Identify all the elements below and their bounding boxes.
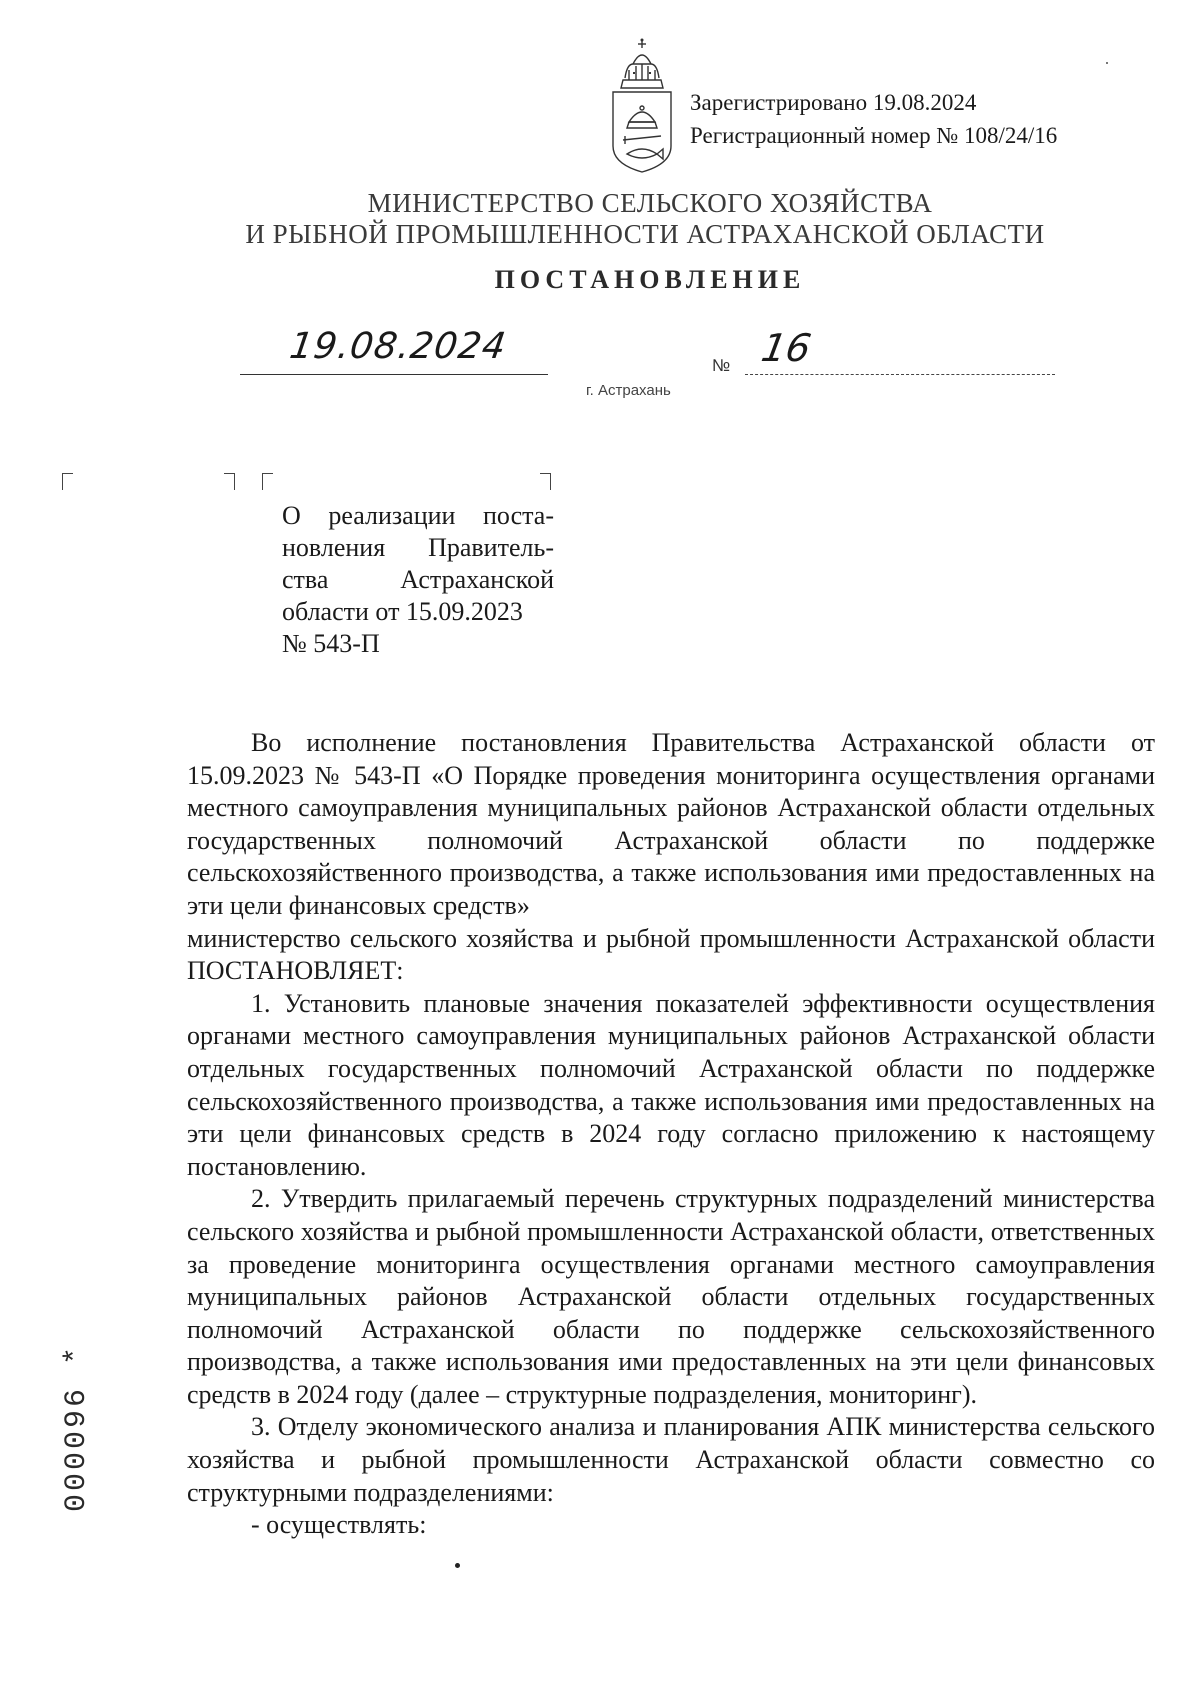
item-3-sub-paragraph: - осуществлять: — [251, 1510, 427, 1540]
registration-stamp — [690, 86, 1057, 152]
date-handwritten: 19.08.2024 — [287, 326, 510, 367]
coat-of-arms-icon — [603, 36, 681, 176]
number-handwritten: 16 — [758, 326, 815, 370]
registration-number: Регистрационный номер № 108/24/16 — [690, 123, 1058, 148]
subject-line: ства Астраханской — [282, 565, 554, 594]
corner-mark — [224, 473, 235, 490]
subject-line: новления Правитель- — [282, 533, 554, 562]
corner-mark — [62, 473, 73, 490]
item-1-paragraph: 1. Установить плановые значения показателей эффективности осуществления органами местного самоуправления муниципальных районов Астраханской области отдельных государственных полномочий Астраханской области по поддержке сельскохозяйственного производства, а также использования ими предоставленных на эти цели финансовых средств в 2024 году согласно приложению к настоящему постановлению. — [187, 988, 1155, 1181]
subject-line: О реализации поста- — [282, 501, 554, 530]
number-sign: № — [712, 356, 731, 375]
document-subject — [282, 500, 554, 660]
registration-date: Зарегистрировано 19.08.2024 — [690, 90, 977, 115]
city-label: г. Астрахань — [586, 382, 671, 399]
scan-dot — [455, 1563, 460, 1568]
corner-mark — [262, 473, 273, 490]
scan-speck — [1106, 62, 1108, 64]
number-underline — [745, 374, 1055, 375]
preamble-paragraph: Во исполнение постановления Правительства Астраханской области от 15.09.2023 № 543-П «О Порядке проведения мониторинга осуществления органами местного самоуправления муниципальных районов Астраханской области отдельных государственных полномочий Астраханской области по поддержке сельскохозяйственного производства, а также использования ими предоставленных на эти цели финансовых средств» — [187, 728, 1155, 920]
resolves-paragraph: министерство сельского хозяйства и рыбной промышленности Астраханской области ПОСТАНОВЛЯЕТ: — [187, 923, 1155, 986]
ministry-header — [0, 188, 1200, 250]
corner-mark — [540, 473, 551, 490]
ministry-line-1: МИНИСТЕРСТВО СЕЛЬСКОГО ХОЗЯЙСТВА — [367, 188, 933, 218]
side-stamp — [48, 1300, 98, 1520]
document-body — [187, 727, 1155, 1542]
document-type: ПОСТАНОВЛЕНИЕ — [494, 265, 806, 294]
item-2-paragraph: 2. Утвердить прилагаемый перечень структурных подразделений министерства сельского хозяйства и рыбной промышленности Астраханской области, ответственных за проведение мониторинга осуществления органами местного самоуправления муниципальных районов Астраханской области отдельных государственных полномочий Астраханской области по поддержке сельскохозяйственного производства, а также использования ими предоставленных на эти цели финансовых средств в 2024 году (далее – структурные подразделения, мониторинг). — [187, 1184, 1155, 1409]
subject-line: № 543-П — [282, 629, 380, 658]
side-stamp-text: 000096 * — [60, 1343, 94, 1512]
item-3-paragraph: 3. Отделу экономического анализа и планирования АПК министерства сельского хозяйства и рыбной промышленности Астраханской области совместно со структурными подразделениями: — [187, 1412, 1155, 1507]
ministry-line-2: И РЫБНОЙ ПРОМЫШЛЕННОСТИ АСТРАХАНСКОЙ ОБЛАСТИ — [245, 219, 1045, 249]
subject-line: области от 15.09.2023 — [282, 597, 523, 626]
date-underline — [240, 374, 548, 375]
